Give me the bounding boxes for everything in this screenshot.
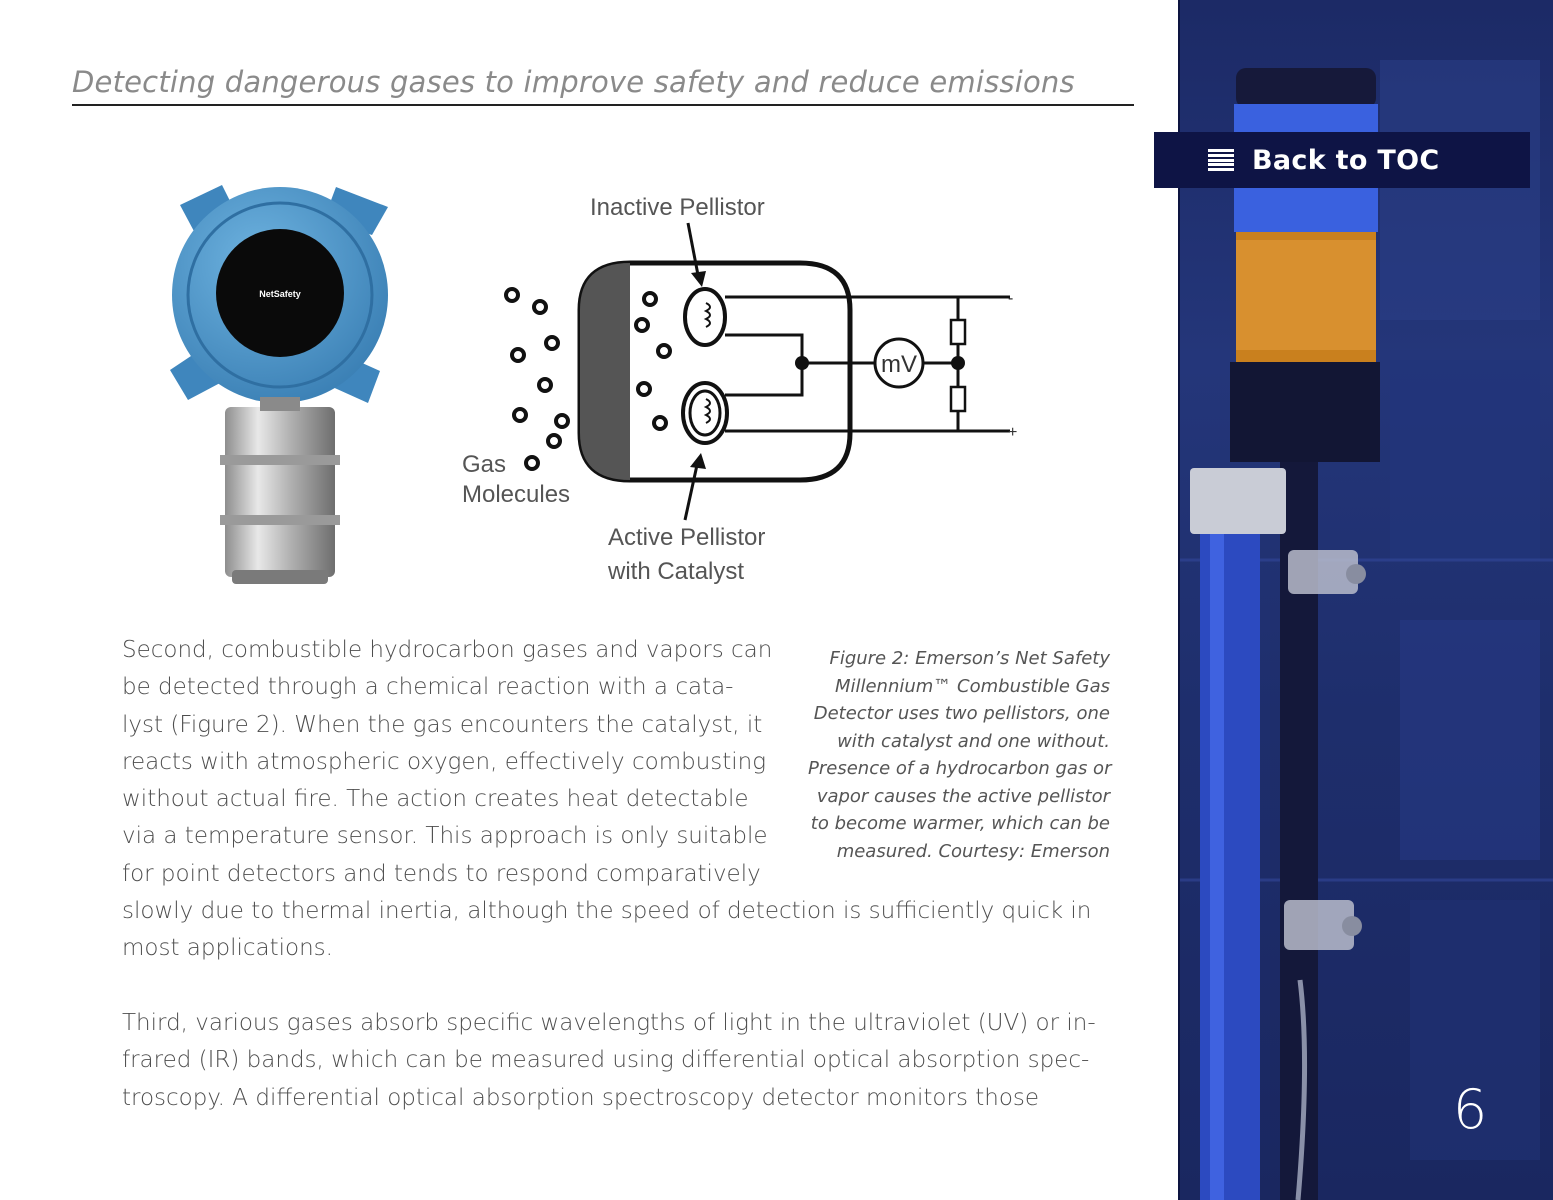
page-number: 6 (1452, 1078, 1488, 1141)
caption-line: Millennium™ Combustible Gas (834, 675, 1110, 697)
back-to-toc-button[interactable] (1154, 132, 1530, 188)
text-line: for point detectors and tends to respond comparatively (122, 860, 761, 887)
text-line: lyst (Figure 2). When the gas encounters the catalyst, it (122, 711, 763, 738)
catalyst-label: with Catalyst (608, 558, 745, 585)
list-icon (1208, 149, 1234, 171)
back-to-toc-label: Back to TOC (1252, 144, 1440, 176)
caption-line: Presence of a hydrocarbon gas or (808, 758, 1112, 779)
text-line: most applications. (122, 935, 333, 962)
millivolt-meter-label: mV (881, 351, 917, 378)
text-line: be detected through a chemical reaction with a cata- (122, 674, 734, 701)
caption-line: Figure 2: Emerson’s Net Safety (829, 648, 1110, 669)
caption-line: with catalyst and one without. (837, 730, 1110, 752)
page-title: Detecting dangerous gases to improve safety and reduce emissions (72, 65, 1075, 99)
caption-line: to become warmer, which can be (810, 813, 1110, 834)
paragraph-optical-detection (122, 1005, 1096, 1117)
positive-terminal: + (1008, 424, 1018, 441)
active-pellistor-label: Active Pellistor (608, 524, 766, 551)
negative-terminal: - (1008, 290, 1014, 307)
figure-2 (140, 175, 1060, 605)
gas-detector-image (170, 185, 388, 584)
gas-molecules-label: Molecules (462, 481, 571, 508)
text-line: slowly due to thermal inertia, although the speed of detection is sufficiently quick in (122, 898, 1092, 925)
text-line: frared (IR) bands, which can be measured using differential optical absorption spec- (122, 1047, 1090, 1074)
caption-line: measured. Courtesy: Emerson (836, 840, 1110, 862)
caption-line: Detector uses two pellistors, one (813, 703, 1110, 724)
detector-brand: NetSafety (259, 289, 301, 299)
page-header (72, 62, 1134, 106)
pellistor-diagram (462, 194, 1017, 585)
inactive-pellistor-label: Inactive Pellistor (590, 194, 765, 221)
text-line: Third, various gases absorb specific wavelengths of light in the ultraviolet (UV) or in- (122, 1010, 1096, 1036)
figure-svg (140, 175, 1060, 605)
caption-line: vapor causes the active pellistor (816, 785, 1110, 807)
paragraph-catalytic-detection (122, 632, 1092, 968)
text-line: via a temperature sensor. This approach is only suitable (122, 823, 768, 850)
text-line: Second, combustible hydrocarbon gases and vapors can (122, 637, 773, 663)
text-line: without actual fire. The action creates heat detectable (122, 786, 749, 813)
text-line: reacts with atmospheric oxygen, effectively combusting (122, 748, 767, 775)
gas-label: Gas (462, 451, 507, 478)
text-line: troscopy. A differential optical absorption spectroscopy detector monitors those (122, 1084, 1040, 1111)
